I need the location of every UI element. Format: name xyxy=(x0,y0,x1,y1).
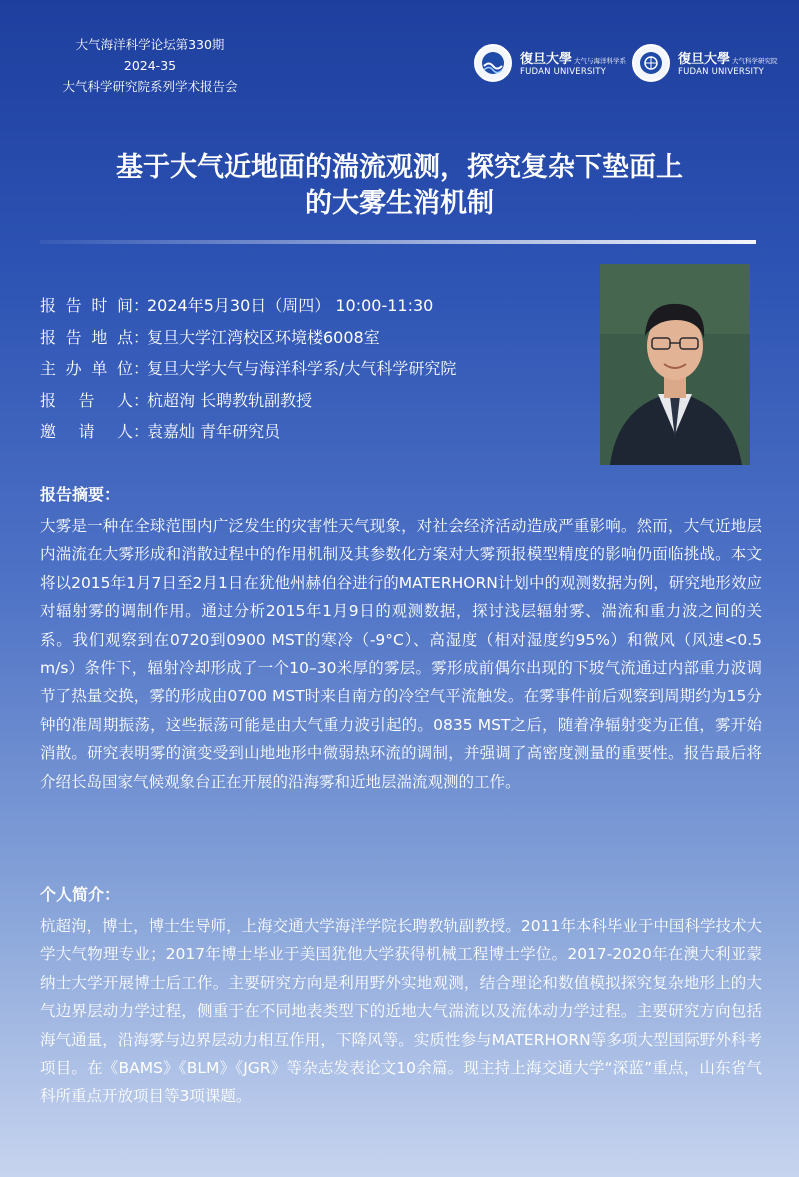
forum-number: 2024-35 xyxy=(123,58,177,73)
info-row-speaker: 报告人 ： 杭超洵 长聘教轨副教授 xyxy=(40,385,580,417)
talk-title-line1: 基于大气近地面的湍流观测，探究复杂下垫面上 xyxy=(116,152,683,183)
dept-logo-en: FUDAN UNIVERSITY xyxy=(520,67,607,77)
abstract-text: 大雾是一种在全球范围内广泛发生的灾害性天气现象，对社会经济活动造成严重影响。然而，大气近地层内湍流在大雾形成和消散过程中的作用机制及其参数化方案对大雾预报模型精度的影响仍面临挑战。本文将以2015年1月7日至2月1日在犹他州赫伯谷进行的MATERHORN计划中的观测数据为例，研究地形效应对辐射雾的调制作用。通过分析2015年1月9日的观测数据，探讨浅层辐射雾、湍流和重力波之间的关系。我们观察到在0720到0900 MST的寒冷（-9°C）、高湿度（相对湿度约95%）和微风（风速<0.5 m/s）条件下，辐射冷却形成了一个10–30米厚的雾层。雾形成前偶尔出现的下坡气流通过内部重力波调节了热量交换，雾的形成由0700 MST时来自南方的冷空气平流触发。在雾事件前后观察到周期约为15分钟的准周期振荡，这些振荡可能是由大气重力波引起的。0835 MST之后，随着净辐射变为正值，雾开始消散。研究表明雾的演变受到山地地形中微弱热环流的调制，并强调了高密度测量的重要性。报告最后将介绍长岛国家气候观象台正在开展的沿海雾和近地层湍流观测的工作。 xyxy=(40,517,762,791)
logo-bar xyxy=(474,42,778,86)
talk-title-line2: 的大雾生消机制 xyxy=(305,188,494,219)
institute-logo-en: FUDAN UNIVERSITY xyxy=(678,67,765,77)
info-label: 报告人 xyxy=(40,390,133,410)
info-label: 报告地点 xyxy=(40,327,133,347)
forum-title: 大气海洋科学论坛第330期 xyxy=(75,37,225,52)
info-value: 复旦大学江湾校区环境楼6008室 xyxy=(147,327,380,347)
forum-series: 大气科学研究院系列学术报告会 xyxy=(62,79,238,94)
speaker-photo xyxy=(600,264,750,465)
abstract-heading: 报告摘要： xyxy=(40,485,121,504)
bio-text: 杭超洵，博士，博士生导师，上海交通大学海洋学院长聘教轨副教授。2011年本科毕业于中国科学技术大学大气物理专业；2017年博士毕业于美国犹他大学获得机械工程博士学位。2017-2020年在澳大利亚蒙纳士大学开展博士后工作。主要研究方向是利用野外实地观测，结合理论和数值模拟探究复杂地形上的大气边界层动力学过程，侧重于在不同地表类型下的近地大气湍流以及流体动力学过程。主要研究方向包括海气通量，沿海雾与边界层动力相互作用，下降风等。实质性参与MATERHORN等多项大型国际野外科考项目。在《BAMS》《BLM》《JGR》等杂志发表论文10余篇。现主持上海交通大学“深蓝”重点，山东省气科所重点开放项目等3项课题。 xyxy=(40,917,762,1106)
info-value: 袁嘉灿 青年研究员 xyxy=(147,422,281,441)
talk-title xyxy=(0,150,799,222)
info-label: 邀请人 xyxy=(40,422,133,441)
dept-logo-cn: 復旦大學 大气与海洋科学系 xyxy=(520,52,627,67)
institute-seal-icon xyxy=(632,44,670,82)
title-divider xyxy=(40,240,756,244)
info-row-location: 报告地点 ： 复旦大学江湾校区环境楼6008室 xyxy=(40,322,580,354)
info-value: 杭超洵 长聘教轨副教授 xyxy=(147,390,313,410)
info-row-time: 报告时间 ： 2024年5月30日（周四） 10:00-11:30 xyxy=(40,290,580,322)
dept-seal-icon xyxy=(474,44,512,82)
info-label: 报告时间 xyxy=(40,296,133,315)
info-row-host: 邀请人 ： 袁嘉灿 青年研究员 xyxy=(40,416,580,448)
info-value: 复旦大学大气与海洋科学系/大气科学研究院 xyxy=(147,359,457,378)
info-label: 主办单位 xyxy=(40,359,133,378)
institute-logo-cn: 復旦大學 大气科学研究院 xyxy=(678,52,778,67)
info-block xyxy=(40,290,580,448)
info-row-organizer: 主办单位 ： 复旦大学大气与海洋科学系/大气科学研究院 xyxy=(40,353,580,385)
info-value: 2024年5月30日（周四） 10:00-11:30 xyxy=(147,296,434,315)
forum-header xyxy=(40,34,260,97)
bio-heading: 个人简介： xyxy=(40,885,121,904)
